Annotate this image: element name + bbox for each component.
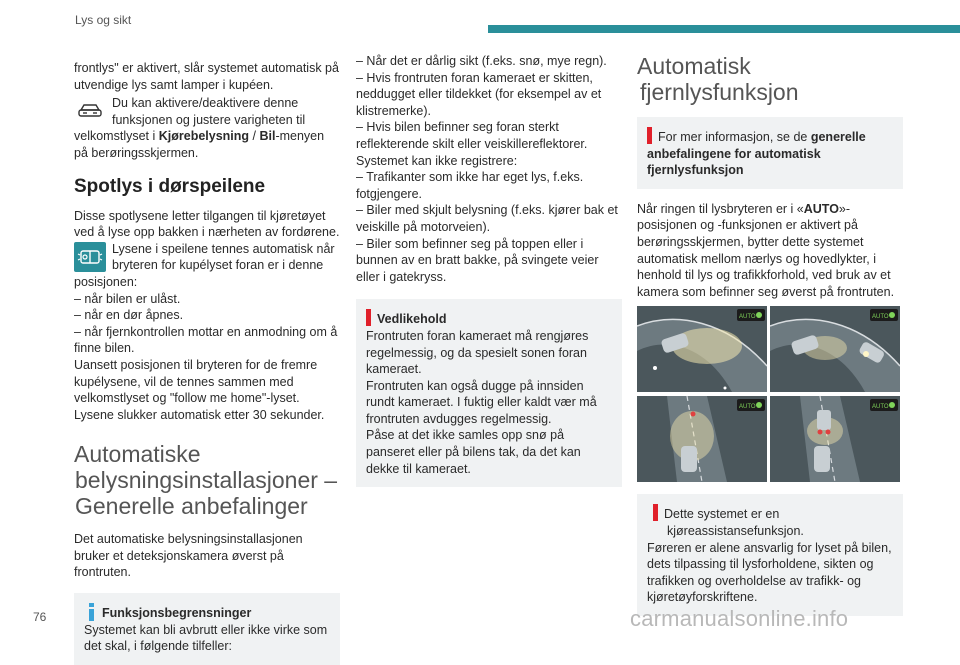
- badge-text: AUTO: [739, 314, 756, 321]
- reference-link-text: generelle anbefalingene for automatisk fjernlysfunksjon: [647, 130, 866, 178]
- auto-lighting-para: Det automatiske belysningsinstallasjonen bruker et deteksjonskamera øverst på frontruten.: [74, 532, 303, 580]
- limitations-text: Systemet kan bli avbrutt eller ikke virke som det skal, i følgende tilfeller:: [84, 622, 328, 654]
- badge-text: AUTO: [872, 404, 889, 411]
- column-middle: [356, 53, 622, 487]
- spotlys-para: Disse spotlysene letter tilgangen til kjøretøyet ved å lyse opp bakken i nærheten av fordørene.: [74, 208, 340, 240]
- spotlys-item-1: – når bilen er ulåst.: [74, 291, 181, 306]
- cannot-item-1: – Trafikanter som ikke har eget lys, f.eks. fotgjengere.: [356, 170, 584, 201]
- warning-icon: [647, 127, 652, 144]
- interior-light-switch-icon: [74, 242, 106, 272]
- page-number: 76: [33, 610, 47, 624]
- badge-text: AUTO: [739, 404, 756, 411]
- column-left: [74, 60, 340, 665]
- maintenance-p1: Frontruten foran kameraet må rengjøres regelmessig, og da spesielt sonen foran kameraet.: [366, 328, 589, 377]
- auto-lighting-heading: [74, 441, 340, 519]
- driver-assist-warning-box: [637, 494, 903, 616]
- auto-high-beam-badge: [870, 309, 898, 326]
- para-rest: »-posisjonen og -funksjonen er aktivert på berøringsskjermen, bytter dette systemet automatisk mellom nærlys og hovedlykter, i henhold til lys og trafikkforhold, ved bruk av et kamera som befinner seg øverst på frontruten.: [637, 201, 895, 299]
- reference-text: For mer informasjon, se de: [658, 130, 811, 144]
- auto-high-beam-heading: [637, 53, 903, 105]
- limitations-box: [74, 593, 340, 665]
- running-header: Lys og sikt: [75, 13, 132, 27]
- badge-text: AUTO: [872, 314, 889, 321]
- camera-illustration-grid: [637, 306, 900, 482]
- limit-item-3: – Hvis bilen befinner seg foran sterkt reflekterende skilt eller veiskillereflektorer.: [356, 120, 588, 151]
- warning-icon: [653, 504, 658, 521]
- warning-p1: Dette systemet er en kjøreassistansefunksjon.: [664, 507, 804, 538]
- dashboard-note: [74, 95, 340, 161]
- auto-label: AUTO: [803, 201, 839, 216]
- warning-icon: [366, 309, 371, 326]
- heading-line-2: fjernlysfunksjon: [640, 79, 799, 105]
- para-start: Når ringen til lysbryteren er i «: [637, 201, 804, 216]
- limit-item-2: – Hvis frontruten foran kameraet er skitten, neddugget eller tildekket (for eksempel av et klistremerke).: [356, 70, 602, 118]
- spotlys-item-2: – når en dør åpnes.: [74, 308, 184, 323]
- auto-high-beam-badge: [737, 309, 765, 326]
- menu-name-lighting: Kjørebelysning: [158, 129, 250, 144]
- header-accent-bar: [488, 25, 960, 33]
- spotlys-icon-text: Lysene i speilene tennes automatisk når bryteren for kupélyset foran er i denne posisjonen:: [74, 241, 335, 289]
- auto-high-beam-badge: [737, 399, 765, 416]
- heading-line-3: Generelle anbefalinger: [75, 493, 308, 520]
- watermark: carmanualsonline.info: [630, 606, 849, 631]
- heading-line-1: Automatiske: [74, 441, 201, 468]
- spotlys-item-3: – når fjernkontrollen mottar en anmodning om å finne bilen.: [74, 324, 338, 356]
- maintenance-title: Vedlikehold: [377, 312, 447, 327]
- intro-text: frontlys" er aktivert, slår systemet automatisk på utvendige lys samt lamper i kupéen.: [74, 61, 339, 92]
- maintenance-box: [356, 299, 622, 487]
- spotlys-icon-note: [74, 241, 340, 291]
- spotlys-para-2: Uansett posisjonen til bryteren for de fremre kupélysene, vil de tennes sammen med velkomstlyset og "follow me home"-lyset.: [74, 357, 318, 406]
- info-icon: [84, 603, 98, 621]
- limit-item-1: – Når det er dårlig sikt (f.eks. snø, mye regn).: [356, 54, 607, 68]
- cannot-item-2: – Biler med skjult belysning (f.eks. kjører bak et veiskille på motorveien).: [356, 203, 618, 234]
- heading-line-2: belysningsinstallasjoner –: [75, 467, 338, 494]
- column-right: [637, 53, 903, 616]
- cannot-item-3: – Biler som befinner seg på toppen eller i bunnen av en bratt bakke, på svingete veier eller i gatekryss.: [356, 236, 599, 284]
- reference-box: [637, 117, 903, 189]
- auto-high-beam-badge: [870, 399, 898, 416]
- auto-high-beam-para: [637, 201, 903, 301]
- maintenance-p3: Påse at det ikke samles opp snø på panseret eller på bilens tak, da det kan dekke til kameraet.: [366, 428, 581, 476]
- spotlys-heading: Spotlys i dørspeilene: [74, 175, 266, 197]
- separator: /: [249, 129, 260, 144]
- car-dashboard-icon: [74, 96, 106, 126]
- heading-line-1: Automatisk: [637, 53, 751, 79]
- menu-name-car: Bil: [259, 129, 276, 144]
- dashboard-note-text-end: -menyen på berøringsskjermen.: [74, 129, 325, 160]
- limitations-title: Funksjonsbegrensninger: [102, 606, 252, 621]
- spotlys-para-3: Lysene slukker automatisk etter 30 sekunder.: [74, 407, 325, 422]
- dashboard-note-text: Du kan aktivere/deaktivere denne funksjonen og justere varigheten til velkomstlyset i: [74, 96, 306, 144]
- warning-p2: Føreren er alene ansvarlig for lyset på bilen, dets tilpassing til lysforholdene, sikten og trafikken og overholdelse av trafikk- og kjøretøyforskriftene.: [647, 540, 892, 605]
- cannot-register: Systemet kan ikke registrere:: [356, 153, 518, 168]
- maintenance-p2: Frontruten kan også dugge på innsiden rundt kameraet. I fuktig eller kaldt vær må frontruten avdugges regelmessig.: [366, 378, 597, 426]
